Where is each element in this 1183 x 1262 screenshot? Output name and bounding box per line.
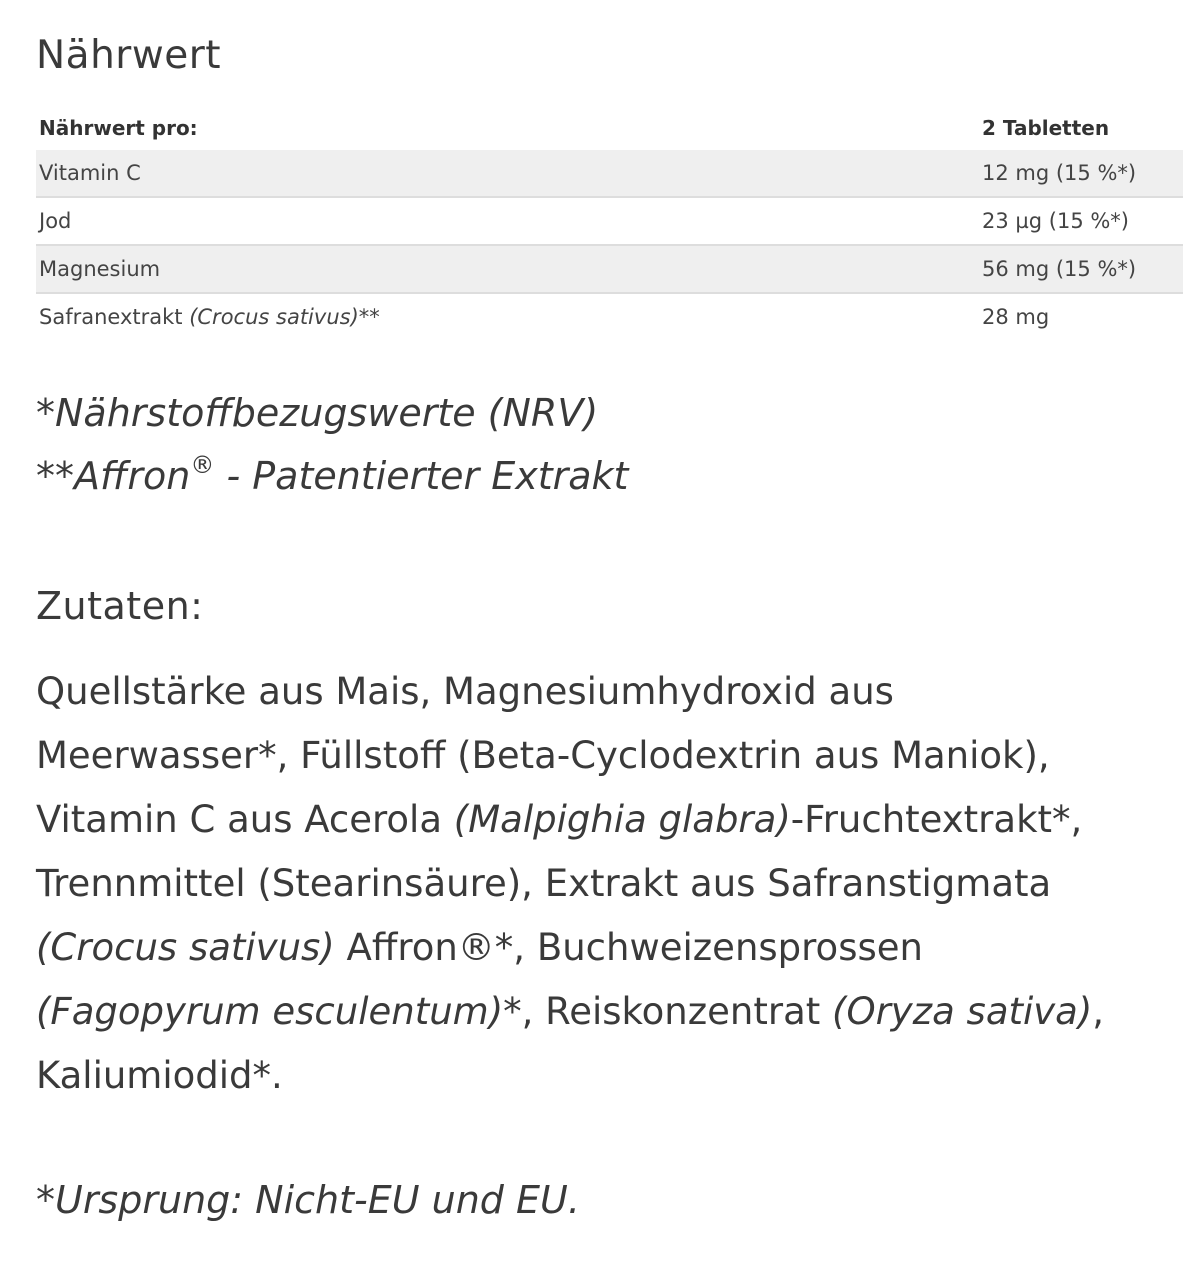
ingredients-line — [36, 724, 1183, 788]
nutrient-name: Safranextrakt (Crocus sativus)** — [39, 305, 380, 329]
nutrient-amount: 12 mg (15 %*) — [979, 150, 1183, 197]
nutrition-header-label: Nährwert pro: — [39, 116, 198, 140]
ingredient-text: Quellstärke aus Mais, Magnesiumhydroxid aus — [36, 670, 894, 713]
ingredient-text: *, Reiskonzentrat — [503, 990, 833, 1033]
ingredient-text: Trennmittel (Stearinsäure), Extrakt aus Safranstigmata — [36, 862, 1052, 905]
ingredient-latin-name: (Fagopyrum esculentum) — [36, 990, 504, 1033]
nutrition-header-row — [36, 106, 1183, 150]
nutrient-name: Magnesium — [36, 245, 979, 293]
nutrition-header-amount: 2 Tabletten — [982, 116, 1110, 140]
table-row — [36, 197, 1183, 245]
ingredient-text: -Fruchtextrakt*, — [790, 798, 1083, 841]
table-row — [36, 150, 1183, 197]
nutrient-footnote-mark: ** — [358, 305, 380, 329]
nutrient-amount: 56 mg (15 %*) — [979, 245, 1183, 293]
ingredient-latin-name: (Malpighia glabra) — [453, 798, 791, 841]
ingredient-text: Affron®*, Buchweizensprossen — [334, 926, 923, 969]
ingredients-line — [36, 1044, 1183, 1108]
nutrient-latin-name: (Crocus sativus) — [189, 305, 359, 329]
ingredients-text — [36, 660, 1183, 1108]
table-row — [36, 245, 1183, 293]
ingredients-line — [36, 916, 1183, 980]
footnote-affron: **Affron® - Patentierter Extrakt — [36, 451, 629, 498]
ingredient-latin-name: (Crocus sativus) — [36, 926, 335, 969]
ingredient-text: Meerwasser*, Füllstoff (Beta-Cyclodextrin aus Maniok), — [36, 734, 1050, 777]
ingredient-latin-name: (Oryza sativa) — [832, 990, 1093, 1033]
origin-note: *Ursprung: Nicht-EU und EU. — [36, 1178, 580, 1222]
ingredients-line — [36, 980, 1183, 1044]
nutrition-footnotes — [36, 382, 628, 508]
ingredient-text: Vitamin C aus Acerola — [36, 798, 454, 841]
nutrition-title: Nährwert — [36, 33, 222, 78]
registered-mark: ® — [190, 451, 215, 479]
nutrient-name: Vitamin C — [36, 150, 979, 197]
nutrition-table — [36, 106, 1183, 340]
nutrient-name: Jod — [36, 197, 979, 245]
ingredients-title: Zutaten: — [36, 584, 204, 628]
footnote-nrv: *Nährstoffbezugswerte (NRV) — [36, 391, 599, 435]
table-row — [36, 293, 1183, 340]
ingredient-text: , — [1092, 990, 1105, 1033]
nutrient-amount: 23 µg (15 %*) — [979, 197, 1183, 245]
ingredients-line — [36, 788, 1183, 852]
ingredient-text: Kaliumiodid*. — [36, 1054, 283, 1097]
ingredients-line — [36, 660, 1183, 724]
nutrient-amount: 28 mg — [982, 305, 1050, 329]
ingredients-line — [36, 852, 1183, 916]
